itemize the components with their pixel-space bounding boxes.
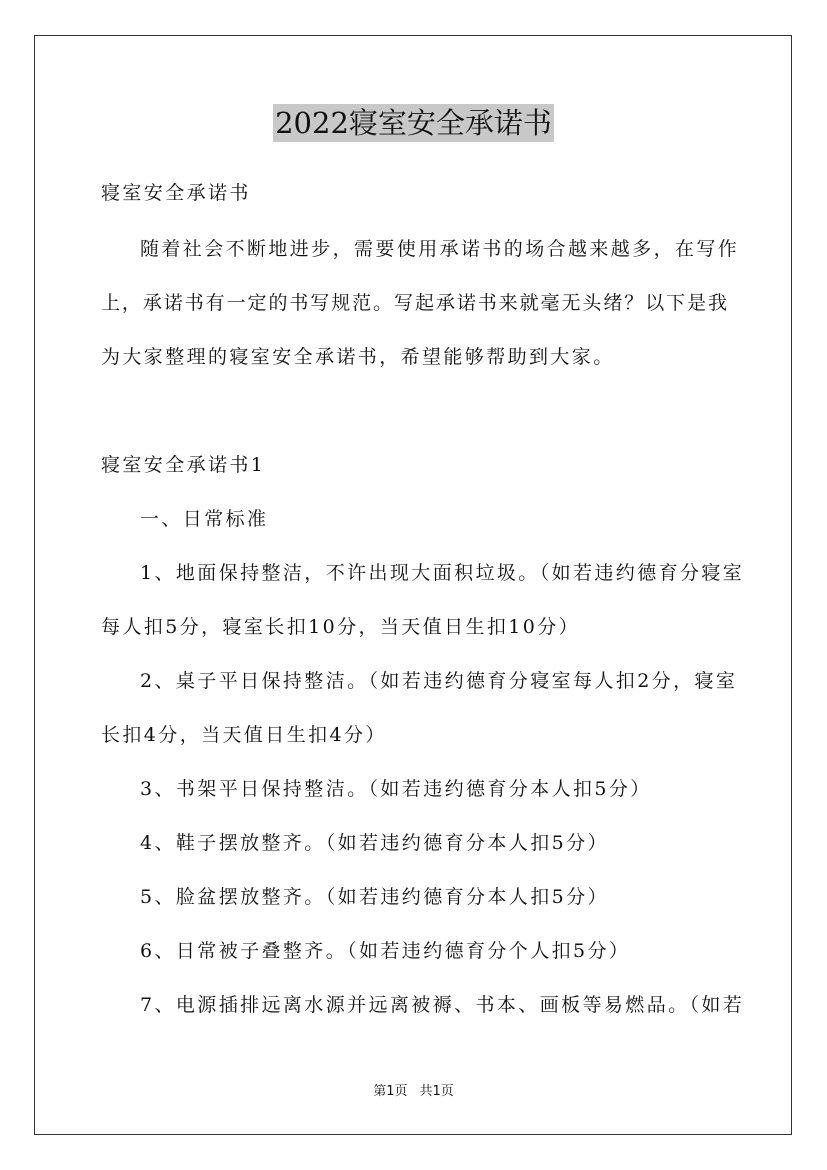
item-line-2: 每人扣5分，寝室长扣10分，当天值日生扣10分） [101, 616, 581, 638]
document-title: 2022寝室安全承诺书 [275, 106, 552, 140]
item-line-3: 2、桌子平日保持整洁。（如若违约德育分寝室每人扣2分，寝室 [140, 670, 738, 692]
item-line-1: 1、地面保持整洁，不许出现大面积垃圾。（如若违约德育分寝室 [140, 562, 745, 584]
section-title: 寝室安全承诺书1 [101, 454, 266, 476]
item-line-8: 6、日常被子叠整齐。（如若违约德育分个人扣5分） [140, 940, 631, 962]
item-line-4: 长扣4分，当天值日生扣4分） [101, 724, 387, 746]
section-heading: 一、日常标准 [140, 508, 269, 530]
intro-line-1: 随着社会不断地进步，需要使用承诺书的场合越来越多，在写作 [140, 238, 740, 260]
intro-line-3: 为大家整理的寝室安全承诺书，希望能够帮助到大家。 [101, 346, 615, 368]
footer-page-number: 第1页 [373, 1084, 408, 1099]
item-line-7: 5、脸盆摆放整齐。（如若违约德育分本人扣5分） [140, 886, 609, 908]
title-wrap [0, 104, 827, 142]
item-line-6: 4、鞋子摆放整齐。（如若违约德育分本人扣5分） [140, 832, 609, 854]
intro-line-2: 上，承诺书有一定的书写规范。写起承诺书来就毫无头绪？以下是我 [101, 292, 727, 314]
subtitle: 寝室安全承诺书 [101, 182, 251, 204]
footer-total-pages: 共1页 [419, 1084, 454, 1099]
item-line-9: 7、电源插排远离水源并远离被褥、书本、画板等易燃品。（如若 [140, 994, 745, 1016]
page-footer [0, 1084, 827, 1100]
item-line-5: 3、书架平日保持整洁。（如若违约德育分本人扣5分） [140, 778, 652, 800]
